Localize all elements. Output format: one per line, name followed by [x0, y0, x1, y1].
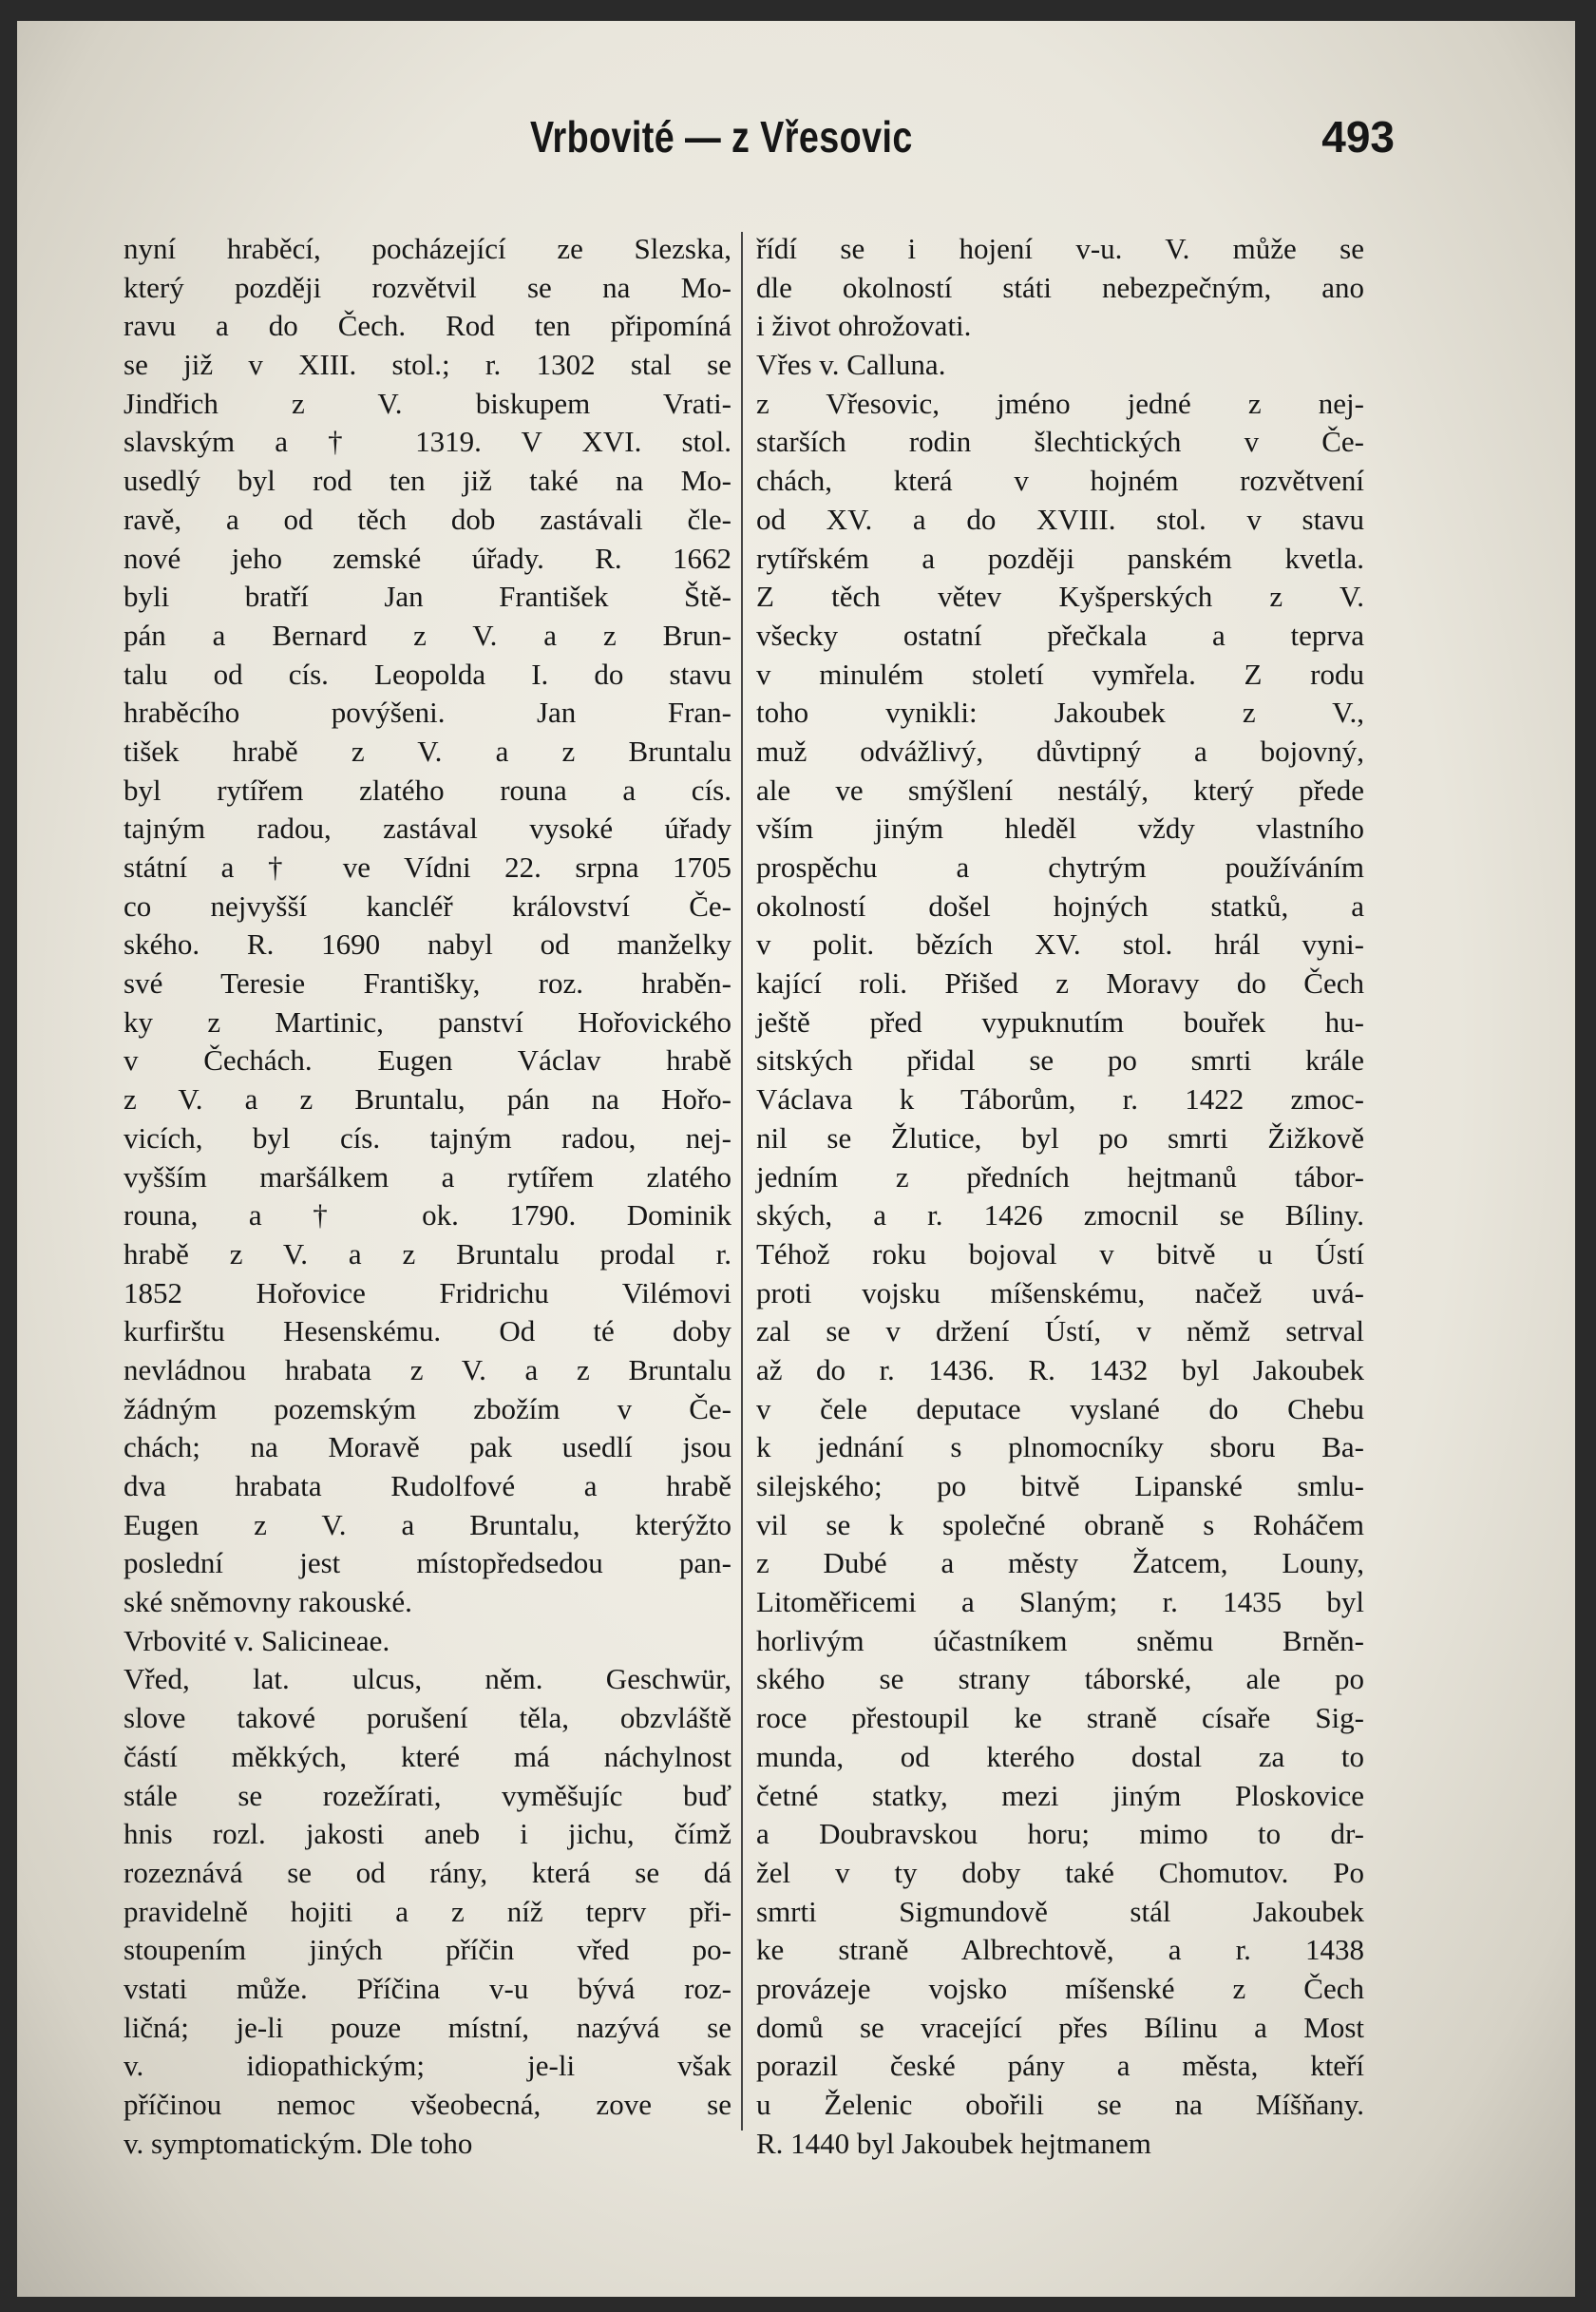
- text-line: dle okolností státi nebezpečným, ano: [756, 270, 1364, 304]
- text-line: horlivým účastníkem sněmu Brněn-: [756, 1623, 1364, 1657]
- text-line: který později rozvětvil se na Mo-: [124, 270, 732, 304]
- text-line: nyní hraběcí, pocházející ze Slezska,: [124, 232, 732, 265]
- text-line: ských, a r. 1426 zmocnil se Bíliny.: [756, 1198, 1364, 1232]
- text-line: částí měkkých, které má náchylnost: [124, 1739, 732, 1773]
- text-line: domů se vracející přes Bílinu a Most: [756, 2010, 1364, 2044]
- text-line: i život ohrožovati.: [756, 309, 972, 343]
- text-line: silejského; po bitvě Lipanské smlu-: [756, 1469, 1364, 1502]
- text-line: muž odvážlivý, důvtipný a bojovný,: [756, 734, 1364, 768]
- text-line: jedním z předních hejtmanů tábor-: [756, 1159, 1364, 1194]
- text-line: prospěchu a chytrým používáním: [756, 850, 1364, 884]
- text-line: Václava k Táborům, r. 1422 zmoc-: [756, 1082, 1364, 1117]
- text-line: 1852 Hořovice Fridrichu Vilémovi: [124, 1275, 732, 1309]
- text-line: v minulém století vymřela. Z rodu: [756, 657, 1364, 691]
- text-line: starších rodin šlechtických v Če-: [756, 425, 1364, 459]
- text-line: vstati může. Příčina v-u bývá roz-: [124, 1971, 732, 2005]
- text-line: slavským a † 1319. V XVI. stol.: [124, 425, 732, 459]
- text-line: ky z Martinic, panství Hořovického: [124, 1004, 732, 1039]
- text-line: ské sněmovny rakouské.: [124, 1585, 412, 1619]
- text-line: smrti Sigmundově stál Jakoubek: [756, 1894, 1364, 1928]
- text-line: nil se Žlutice, byl po smrti Žižkově: [756, 1120, 1364, 1155]
- text-line: všecky ostatní přečkala a teprva: [756, 618, 1364, 652]
- text-line: žádným pozemským zbožím v Če-: [124, 1391, 732, 1425]
- text-line: porazil české pány a města, kteří: [756, 2049, 1364, 2083]
- text-line: co nejvyšší kancléř království Če-: [124, 888, 732, 923]
- left-text-column: [124, 230, 732, 2163]
- text-line: žel v ty doby také Chomutov. Po: [756, 1855, 1364, 1889]
- text-line: hraběcího povýšeni. Jan Fran-: [124, 696, 732, 730]
- text-line: roce přestoupil ke straně císaře Sig-: [756, 1701, 1364, 1735]
- text-line: ještě před vypuknutím bouřek hu-: [756, 1004, 1364, 1039]
- text-line: pravidelně hojiti a z níž teprv při-: [124, 1894, 732, 1928]
- book-page: [17, 21, 1575, 2297]
- text-line: rytířském a později panském kvetla.: [756, 541, 1364, 575]
- text-line: ke straně Albrechtově, a r. 1438: [756, 1933, 1364, 1967]
- text-line: z Dubé a městy Žatcem, Louny,: [756, 1546, 1364, 1580]
- text-line: nevládnou hrabata z V. a z Bruntalu: [124, 1352, 732, 1386]
- text-line: ského se strany táborské, ale po: [756, 1662, 1364, 1696]
- text-line: pán a Bernard z V. a z Brun-: [124, 618, 732, 652]
- running-head: [17, 111, 1575, 187]
- text-line: okolností došel hojných statků, a: [756, 888, 1364, 923]
- text-line: chách; na Moravě pak usedlí jsou: [124, 1430, 732, 1464]
- text-line: munda, od kterého dostal za to: [756, 1739, 1364, 1773]
- text-line: četné statky, mezi jiným Ploskovice: [756, 1778, 1364, 1812]
- text-line: poslední jest místopředsedou pan-: [124, 1546, 732, 1580]
- text-line: řídí se i hojení v-u. V. může se: [756, 232, 1364, 265]
- text-line: v. symptomatickým. Dle toho: [124, 2126, 473, 2160]
- text-line: v. idiopathickým; je-li však: [124, 2049, 732, 2083]
- text-line: kající roli. Přišed z Moravy do Čech: [756, 966, 1364, 1001]
- text-line: vším jiným hleděl vždy vlastního: [756, 812, 1364, 846]
- text-line: ličná; je-li pouze místní, nazývá se: [124, 2010, 732, 2044]
- text-line: sitských přidal se po smrti krále: [756, 1043, 1364, 1078]
- text-line: tajným radou, zastával vysoké úřady: [124, 812, 732, 846]
- text-line: rozeznává se od rány, která se dá: [124, 1855, 732, 1889]
- text-line: stále se rozežírati, vyměšujíc buď: [124, 1778, 732, 1812]
- text-line: hnis rozl. jakosti aneb i jichu, čímž: [124, 1817, 732, 1851]
- text-line: Litoměřicemi a Slaným; r. 1435 byl: [756, 1585, 1364, 1619]
- text-line: vil se k společné obraně s Roháčem: [756, 1507, 1364, 1541]
- text-line: hrabě z V. a z Bruntalu prodal r.: [124, 1236, 732, 1271]
- text-line: z V. a z Bruntalu, pán na Hořo-: [124, 1082, 732, 1117]
- text-line: Jindřich z V. biskupem Vrati-: [124, 386, 732, 420]
- text-line: slove takové porušení těla, obzvláště: [124, 1701, 732, 1735]
- text-line: provázeje vojsko míšenské z Čech: [756, 1971, 1364, 2005]
- text-line: byli bratří Jan František Ště-: [124, 580, 732, 614]
- text-line: státní a † ve Vídni 22. srpna 1705: [124, 850, 732, 884]
- text-line: usedlý byl rod ten již také na Mo-: [124, 464, 732, 498]
- text-line: kurfirštu Hesenskému. Od té doby: [124, 1314, 732, 1348]
- right-text-column: [756, 230, 1364, 2163]
- text-line: od XV. a do XVIII. stol. v stavu: [756, 502, 1364, 536]
- text-line: v Čechách. Eugen Václav hrabě: [124, 1043, 732, 1078]
- text-line: zal se v držení Ústí, v němž setrval: [756, 1314, 1364, 1348]
- text-line: R. 1440 byl Jakoubek hejtmanem: [756, 2126, 1151, 2160]
- text-line: Eugen z V. a Bruntalu, kterýžto: [124, 1507, 732, 1541]
- text-line: k jednání s plnomocníky sboru Ba-: [756, 1430, 1364, 1464]
- text-line: vicích, byl cís. tajným radou, nej-: [124, 1120, 732, 1155]
- text-line: příčinou nemoc všeobecná, zove se: [124, 2088, 732, 2121]
- text-line: toho vynikli: Jakoubek z V.,: [756, 696, 1364, 730]
- text-line: ale ve smýšlení nestálý, který přede: [756, 773, 1364, 807]
- text-line: stoupením jiných příčin vřed po-: [124, 1933, 732, 1967]
- page-number: 493: [1321, 112, 1395, 162]
- text-line: Vřed, lat. ulcus, něm. Geschwür,: [124, 1662, 732, 1696]
- text-line: až do r. 1436. R. 1432 byl Jakoubek: [756, 1352, 1364, 1386]
- text-line: v čele deputace vyslané do Chebu: [756, 1391, 1364, 1425]
- text-line: u Želenic obořili se na Míšňany.: [756, 2088, 1364, 2121]
- text-line: dva hrabata Rudolfové a hrabě: [124, 1469, 732, 1502]
- text-line: byl rytířem zlatého rouna a cís.: [124, 773, 732, 807]
- text-line: Vrbovité v. Salicineae.: [124, 1623, 390, 1657]
- text-line: v polit. bězích XV. stol. hrál vyni-: [756, 927, 1364, 962]
- text-line: vyšším maršálkem a rytířem zlatého: [124, 1159, 732, 1194]
- text-line: rouna, a † ok. 1790. Dominik: [124, 1198, 732, 1232]
- text-line: chách, která v hojném rozvětvení: [756, 464, 1364, 498]
- text-line: Téhož roku bojoval v bitvě u Ústí: [756, 1236, 1364, 1271]
- page-header-title: Vrbovité — z Vřesovic: [530, 112, 913, 162]
- text-line: tišek hrabě z V. a z Bruntalu: [124, 734, 732, 768]
- text-line: Z těch větev Kyšperských z V.: [756, 580, 1364, 614]
- text-line: nové jeho zemské úřady. R. 1662: [124, 541, 732, 575]
- text-line: proti vojsku míšenskému, načež uvá-: [756, 1275, 1364, 1309]
- text-line: z Vřesovic, jméno jedné z nej-: [756, 386, 1364, 420]
- text-line: Vřes v. Calluna.: [756, 348, 946, 382]
- text-line: ravě, a od těch dob zastávali čle-: [124, 502, 732, 536]
- text-line: talu od cís. Leopolda I. do stavu: [124, 657, 732, 691]
- text-line: ravu a do Čech. Rod ten připomíná: [124, 309, 732, 343]
- text-line: své Teresie Františky, roz. hraběn-: [124, 966, 732, 1001]
- column-divider: [741, 232, 743, 2130]
- text-line: a Doubravskou horu; mimo to dr-: [756, 1817, 1364, 1851]
- text-line: ského. R. 1690 nabyl od manželky: [124, 927, 732, 962]
- text-line: se již v XIII. stol.; r. 1302 stal se: [124, 348, 732, 382]
